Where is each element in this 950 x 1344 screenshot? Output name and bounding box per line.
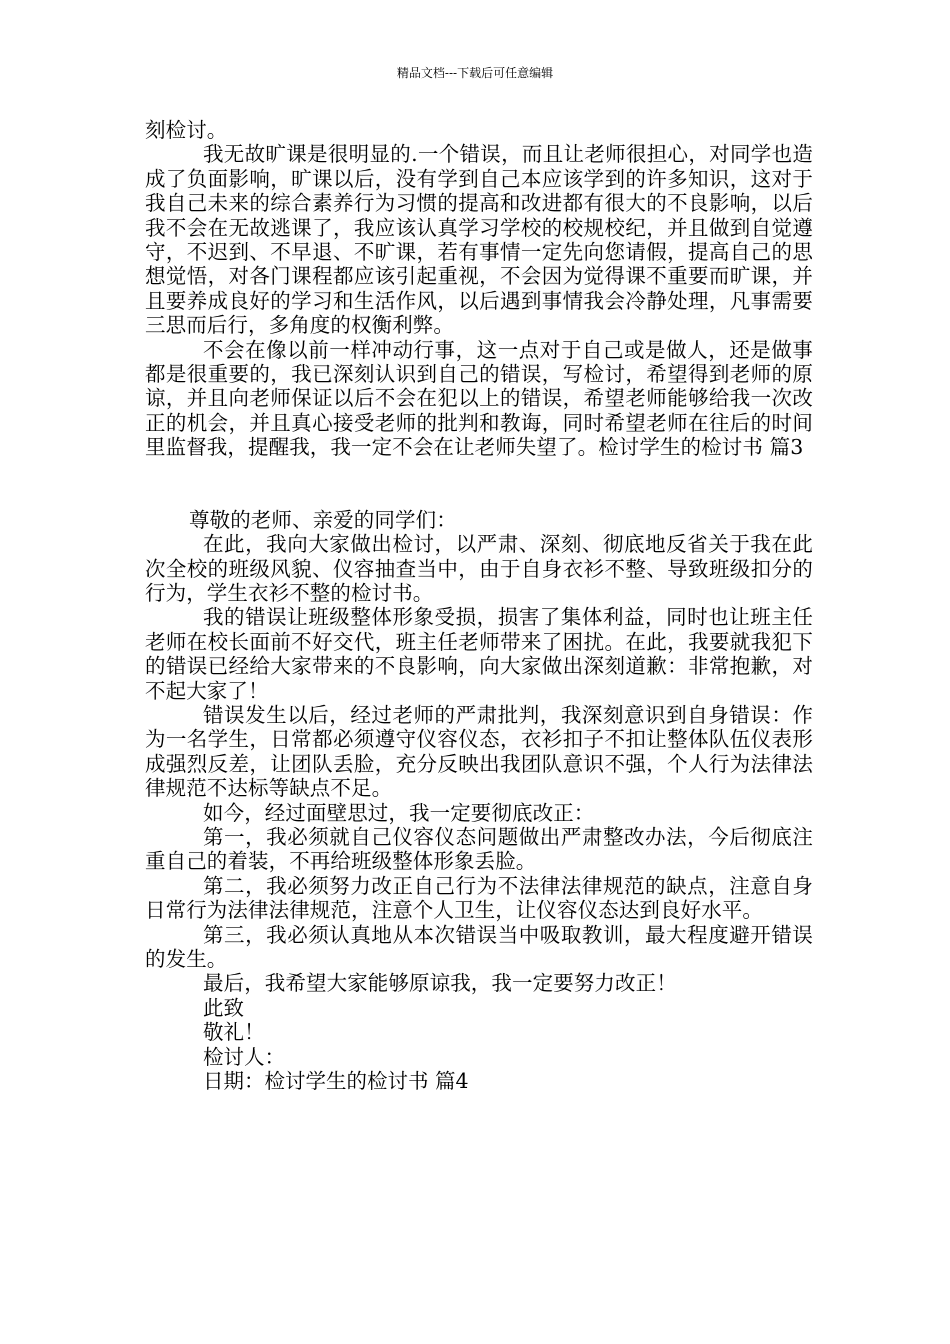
salutation: 尊敬的老师、亲爱的同学们： <box>189 507 457 532</box>
paragraph-continued: 刻检讨。 <box>145 118 228 142</box>
paragraph-final: 最后，我希望大家能够原谅我，我一定要努力改正！ <box>203 971 677 996</box>
closing-respectfully: 此致 <box>203 995 244 1020</box>
paragraph-promise: 不会在像以前一样冲动行事，这一点对于自己或是做人，还是做事都是很重要的，我已深刻认识到自己的错误，写检讨，希望得到老师的原谅，并且向老师保证以后不会在犯以上的错误，希望老师能够给我一次改正的机会，并且真心接受老师的批判和教诲，同时希望老师在往后的时间里监督我，提醒我，我一定不会在让老师失望了。检讨学生的检讨书 篇3 <box>145 337 813 460</box>
section-gap <box>145 460 813 508</box>
document-body <box>145 118 813 1093</box>
paragraph-second: 第二，我必须努力改正自己行为不法律法律规范的缺点，注意自身日常行为法律法律规范，注意个人卫生，让仪容仪态达到良好水平。 <box>145 873 813 923</box>
page-header: 精品文档---下载后可任意编辑 <box>396 66 554 80</box>
closing-salute: 敬礼！ <box>203 1020 265 1045</box>
paragraph-truancy: 我无故旷课是很明显的.一个错误，而且让老师很担心，对同学也造成了负面影响，旷课以后，没有学到自己本应该学到的许多知识，这对于我自己未来的综合素养行为习惯的提高和改进都有很大的不良影响，以后我不会在无故逃课了，我应该认真学习学校的校规校纪，并且做到自觉遵守，不迟到、不早退、不旷课，若有事情一定先向您请假，提高自己的思想觉悟，对各门课程都应该引起重视，不会因为觉得课不重要而旷课，并且要养成良好的学习和生活作风，以后遇到事情我会冷静处理，凡事需要三思而后行，多角度的权衡利弊。 <box>145 142 813 338</box>
date-line: 日期：检讨学生的检讨书 篇4 <box>203 1069 469 1094</box>
paragraph-resolve: 如今，经过面壁思过，我一定要彻底改正： <box>203 800 595 825</box>
paragraph-first: 第一，我必须就自己仪容仪态问题做出严肃整改办法，今后彻底注重自己的着装，不再给班级整体形象丢脸。 <box>145 824 813 874</box>
signer-line: 检讨人： <box>203 1044 285 1069</box>
paragraph-apology: 我的错误让班级整体形象受损，损害了集体利益，同时也让班主任老师在校长面前不好交代，班主任老师带来了困扰。在此，我要就我犯下的错误已经给大家带来的不良影响，向大家做出深刻道歉：非常抱歉，对不起大家了！ <box>145 605 813 703</box>
paragraph-reflection: 错误发生以后，经过老师的严肃批判，我深刻意识到自身错误：作为一名学生，日常都必须遵守仪容仪态，衣衫扣子不扣让整体队伍仪表形成强烈反差，让团队丢脸，充分反映出我团队意识不强，个人行为法律法律规范不达标等缺点不足。 <box>145 702 813 801</box>
paragraph-third: 第三，我必须认真地从本次错误当中吸取教训，最大程度避开错误的发生。 <box>145 922 813 971</box>
paragraph-intro: 在此，我向大家做出检讨，以严肃、深刻、彻底地反省关于我在此次全校的班级风貌、仪容抽查当中，由于自身衣衫不整、导致班级扣分的行为，学生衣衫不整的检讨书。 <box>145 532 813 605</box>
